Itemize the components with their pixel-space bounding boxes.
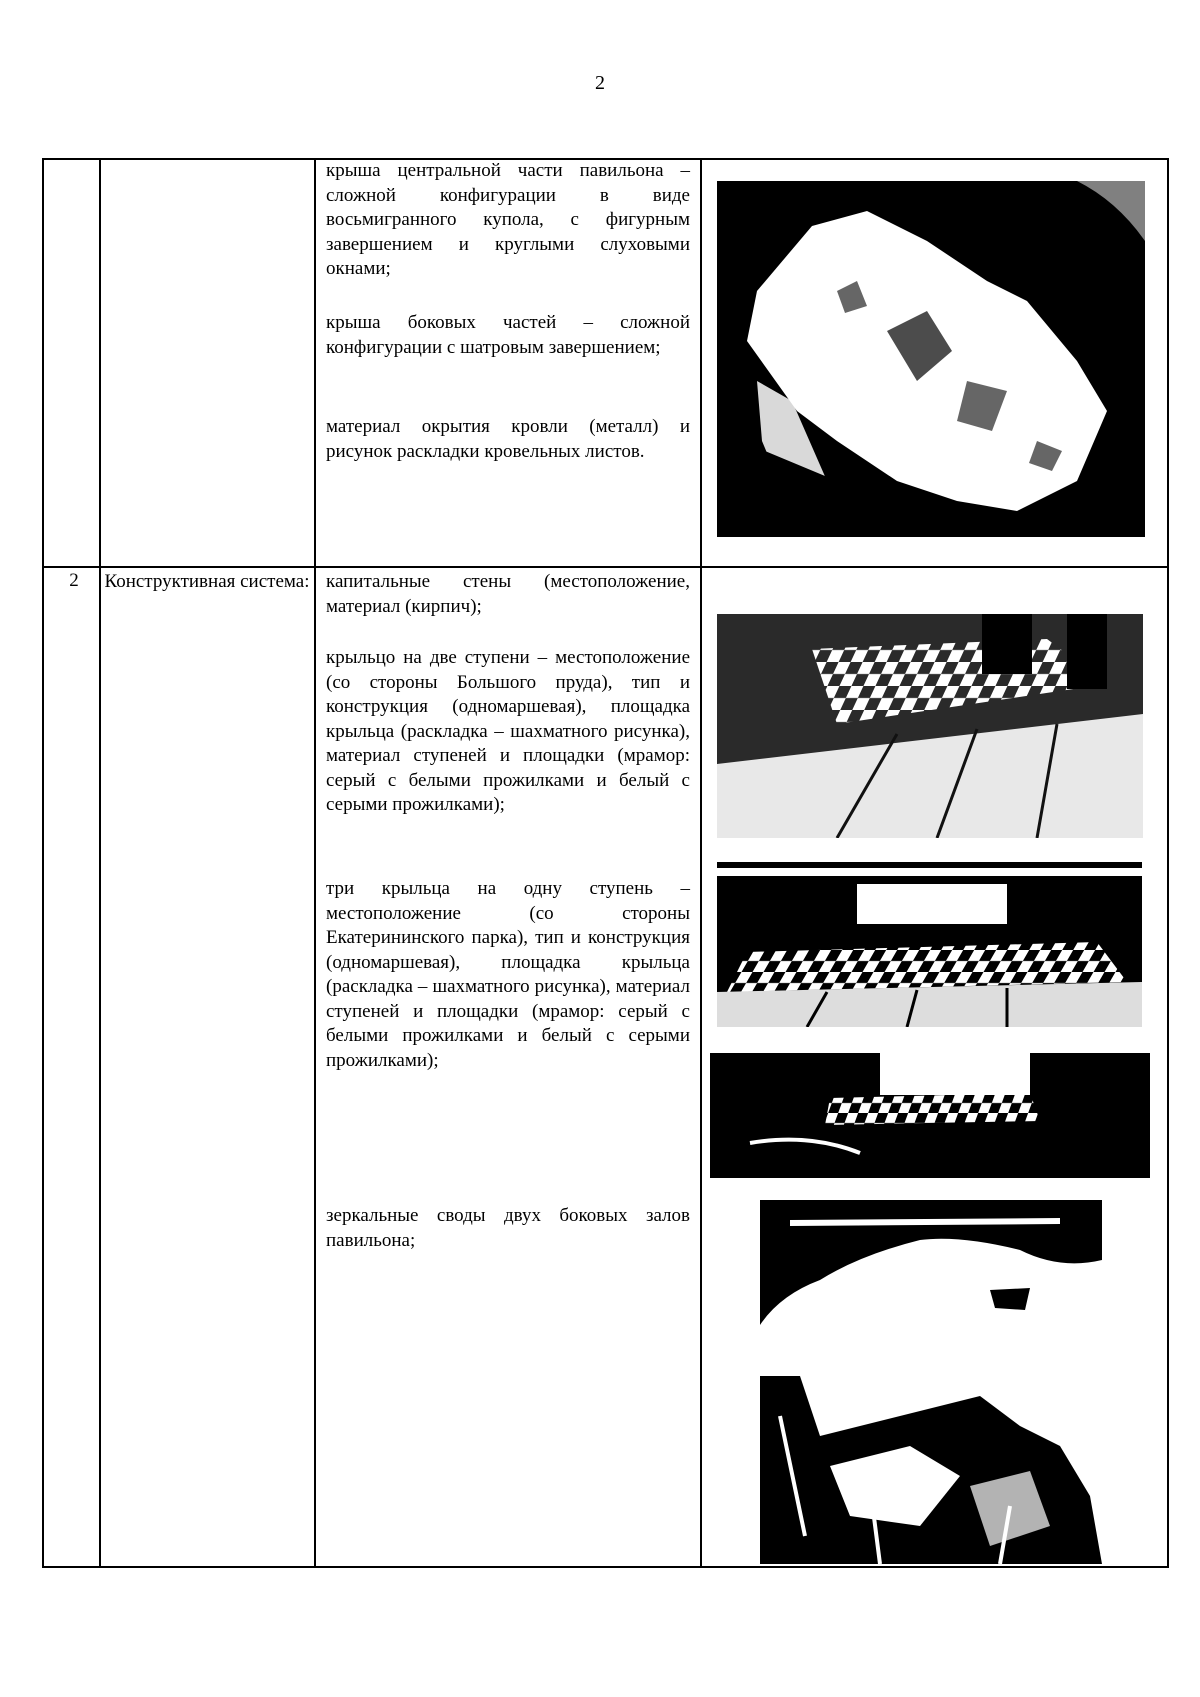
table-border (42, 1566, 1169, 1568)
text-roof-material: материал окрытия кровли (металл) и рисунок раскладки кровельных листов. (326, 416, 690, 462)
text-roof-side: крыша боковых частей – сложной конфигурации с шатровым завершением; (326, 312, 690, 358)
table-border (314, 158, 316, 1568)
text-walls: капитальные стены (местоположение, материал (кирпич); (326, 571, 690, 617)
porch-three-photo-a (717, 862, 1142, 1027)
mirror-vault-photo-a (760, 1200, 1102, 1325)
text-porch-three: три крыльца на одну ступень – местоположение (со стороны Екатерининского парка), тип и конструкция (одномаршевая), площадка крыльца (раскладка – шахматного рисунка), материал ступеней и площадки (мрамор: серый с белыми прожилками и белый с серыми прожилками); (326, 878, 690, 1071)
table-border (42, 158, 44, 1568)
text-vaults: зеркальные своды двух боковых залов павильона; (326, 1205, 690, 1251)
porch-two-photo (717, 614, 1143, 838)
roof-aerial-photo (717, 181, 1145, 537)
row-label: Конструктивная система: (104, 571, 310, 592)
row-number: 2 (69, 570, 79, 591)
table-border (700, 158, 702, 1568)
text-porch-two: крыльцо на две ступени – местоположение (со стороны Большого пруда), тип и конструкция (одномаршевая), площадка крыльца (раскладка – шахматного рисунка), материал ступеней и площадки (мрамор: серый с белыми прожилками и белый с серыми прожилками); (326, 647, 690, 815)
page-number: 2 (595, 72, 605, 94)
text-roof-center: крыша центральной части павильона – сложной конфигурации в виде восьмигранного купола, с фигурным завершением и круглыми слуховыми окнами; (326, 160, 690, 279)
table-border (99, 158, 101, 1568)
table-border (1167, 158, 1169, 1568)
row-divider (42, 566, 1169, 568)
porch-three-photo-b (710, 1053, 1150, 1178)
mirror-vault-photo-b (760, 1376, 1102, 1564)
